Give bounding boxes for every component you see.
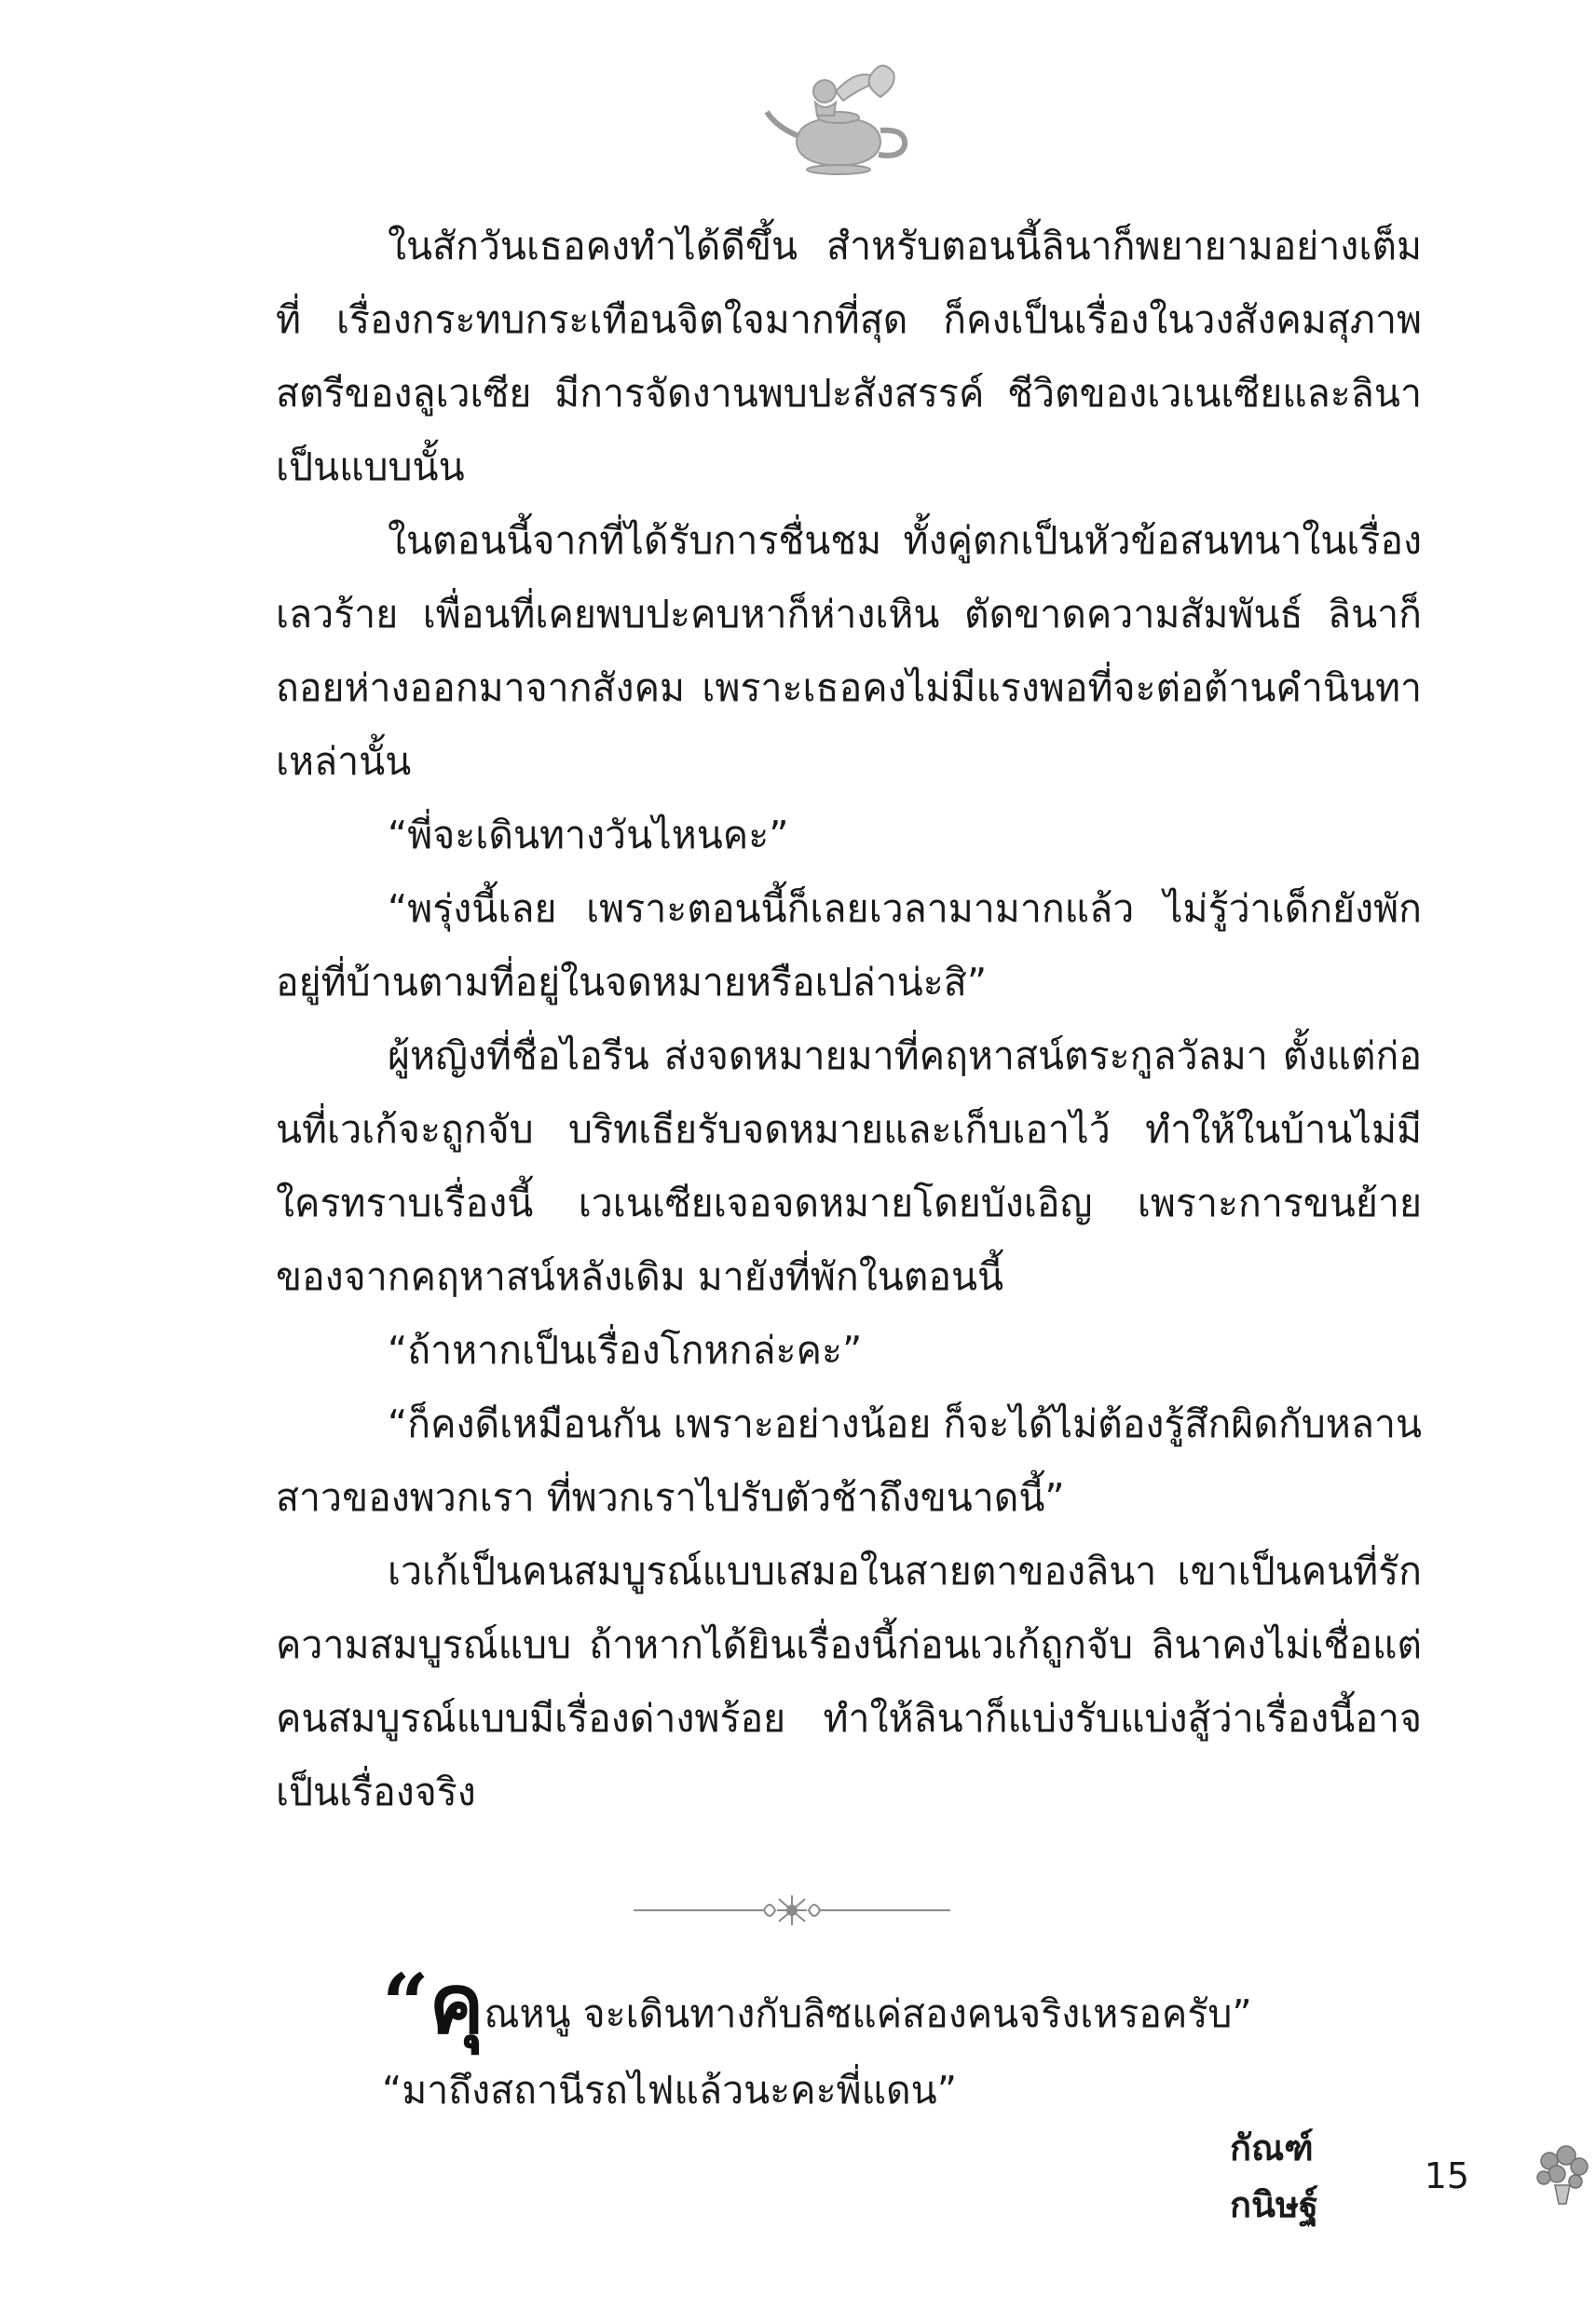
body-text: [276, 210, 1422, 1829]
section-line-text: ณหนู จะเดินทางกับลิซแค่สองคนจริงเหรอครับ”: [484, 1991, 1252, 2036]
drop-cap: “คุ: [382, 1955, 484, 2052]
paragraph: “ถ้าหากเป็นเรื่องโกหกล่ะคะ”: [388, 1328, 863, 1373]
flourish-divider-icon: [634, 1892, 950, 1929]
page-footer: [1230, 2127, 1596, 2225]
flower-bouquet-icon: [1529, 2142, 1596, 2209]
section-line: [382, 1955, 1407, 2052]
paragraph: ในตอนนี้จากที่ได้รับการชื่นชม ทั้งคู่ตกเป็นหัวข้อสนทนาในเรื่องเลวร้าย เพื่อนที่เคยพบปะคบหาก็ห่างเหิน ตัดขาดความสัมพันธ์ ลินาก็ถอยห่างออกมาจากสังคม เพราะเธอคงไม่มีแรงพอที่จะต่อต้านคำนินทาเหล่านั้น: [276, 518, 1422, 784]
paragraph: “พรุ่งนี้เลย เพราะตอนนี้ก็เลยเวลามามากแล้ว ไม่รู้ว่าเด็กยังพักอยู่ที่บ้านตามที่อยู่ในจดหมายหรือเปล่าน่ะสิ”: [276, 886, 1422, 1005]
section-opening: [382, 1955, 1407, 2128]
paragraph: ในสักวันเธอคงทำได้ดีขึ้น สำหรับตอนนี้ลินาก็พยายามอย่างเต็มที่ เรื่องกระทบกระเทือนจิตใจมากที่สุด ก็คงเป็นเรื่องในวงสังคมสุภาพสตรีของลูเวเซีย มีการจัดงานพบปะสังสรรค์ ชีวิตของเวเนเซียและลินาเป็นแบบนั้น: [276, 224, 1422, 489]
book-title: กัณฑ์กนิษฐ์: [1230, 2127, 1318, 2225]
cupid-teapot-ornament-icon: [759, 54, 918, 175]
paragraph: “พี่จะเดินทางวันไหนคะ”: [388, 813, 789, 857]
paragraph: เวเก้เป็นคนสมบูรณ์แบบเสมอในสายตาของลินา เขาเป็นคนที่รักความสมบูรณ์แบบ ถ้าหากได้ยินเรื่องนี้ก่อนเวเก้ถูกจับ ลินาคงไม่เชื่อแต่คนสมบูรณ์แบบมีเรื่องด่างพร้อย ทำให้ลินาก็แบ่งรับแบ่งสู้ว่าเรื่องนี้อาจเป็นเรื่องจริง: [276, 1549, 1422, 1814]
page-number: 15: [1424, 2155, 1470, 2196]
section-line: “มาถึงสถานีรถไฟแล้วนะคะพี่แดน”: [382, 2068, 957, 2113]
paragraph: ผู้หญิงที่ชื่อไอรีน ส่งจดหมายมาที่คฤหาสน์ตระกูลวัลมา ตั้งแต่ก่อนที่เวเก้จะถูกจับ บริทเธียรับจดหมายและเก็บเอาไว้ ทำให้ในบ้านไม่มีใครทราบเรื่องนี้ เวเนเซียเจอจดหมายโดยบังเอิญ เพราะการขนย้ายของจากคฤหาสน์หลังเดิม มายังที่พักในตอนนี้: [276, 1033, 1422, 1299]
paragraph: “ก็คงดีเหมือนกัน เพราะอย่างน้อย ก็จะได้ไม่ต้องรู้สึกผิดกับหลานสาวของพวกเรา ที่พวกเราไปรับตัวช้าถึงขนาดนี้”: [276, 1402, 1422, 1520]
